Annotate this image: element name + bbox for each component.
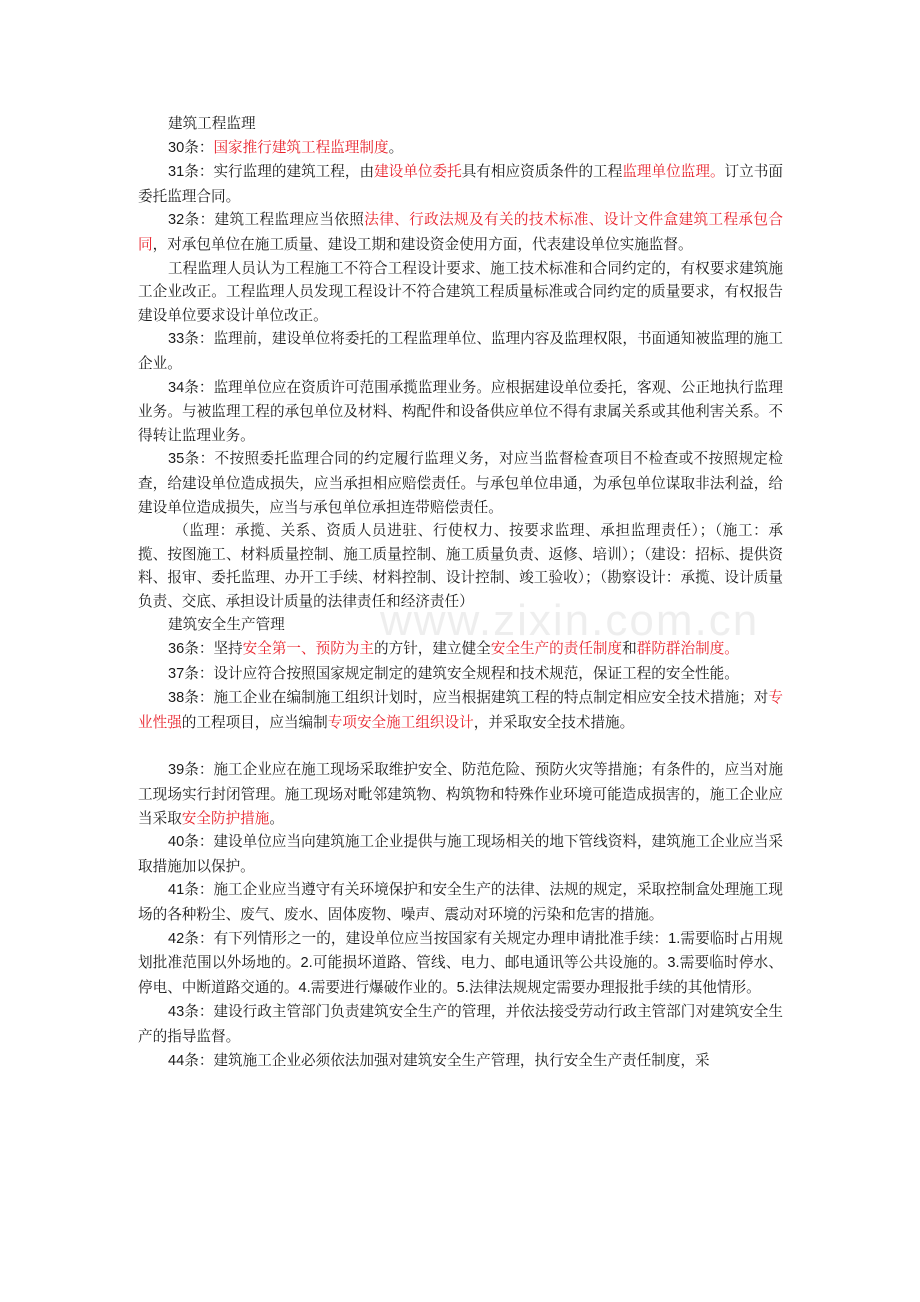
article-32-paragraph-2: 工程监理人员认为工程施工不符合工程设计要求、施工技术标准和合同约定的，有权要求建筑施工企业改正。工程监理人员发现工程设计不符合建筑工程质量标准或合同约定的质量要求，有权报告建设单位要求设计单位改正。 bbox=[138, 259, 783, 324]
article-text: ，对承包单位在施工质量、建设工期和建设资金使用方面，代表建设单位实施监督。 bbox=[152, 235, 693, 253]
article-number: 38 bbox=[168, 690, 185, 707]
article-text: 设计应符合按照国家规定制定的建筑安全规程和技术规范，保证工程的安全性能。 bbox=[213, 664, 739, 682]
article-text: 和 bbox=[622, 640, 637, 658]
article-number: 42 bbox=[168, 930, 185, 947]
article-text: 。 bbox=[388, 138, 404, 156]
article-label: 条： bbox=[184, 330, 214, 348]
highlight-text: 法律、行政法规及有关的技术标准、设计文件盒建筑工程承包合同 bbox=[138, 211, 783, 253]
article-text: 的方针，建立健全 bbox=[374, 640, 491, 658]
watermark: www.zixin.com.cn bbox=[380, 596, 760, 645]
article-33 bbox=[138, 327, 783, 375]
article-text: 需要进行爆破作业的。 bbox=[310, 978, 457, 996]
list-number: 4. bbox=[298, 979, 311, 996]
article-number: 31 bbox=[168, 164, 185, 181]
list-number: 3. bbox=[667, 955, 680, 972]
highlight-text: 专业性强 bbox=[138, 689, 783, 731]
article-text: 有下列情形之一的，建设单位应当按国家有关规定办理申请批准手续： bbox=[213, 929, 669, 947]
article-label: 条： bbox=[184, 929, 214, 947]
article-number: 43 bbox=[168, 1004, 185, 1021]
article-39 bbox=[138, 758, 783, 830]
article-text: 监理单位应在资质许可范围承揽监理业务。应根据建设单位委托，客观、公正地执行监理业务。与被监理工程的承包单位及材料、构配件和设备供应单位不得有隶属关系或其他利害关系。不得转让监理业务。 bbox=[138, 378, 783, 444]
article-label: 条： bbox=[184, 881, 214, 899]
article-38 bbox=[138, 686, 783, 734]
article-text: 实行监理的建筑工程，由 bbox=[213, 163, 375, 181]
article-number: 36 bbox=[168, 641, 185, 658]
highlight-text: 国家推行建筑工程监理制度 bbox=[213, 138, 389, 156]
article-label: 条： bbox=[184, 378, 214, 396]
article-number: 30 bbox=[168, 139, 185, 156]
article-number: 37 bbox=[168, 665, 185, 682]
article-label: 条： bbox=[184, 1051, 214, 1069]
article-text: 具有相应资质条件的工程 bbox=[461, 163, 623, 181]
article-text: 建设行政主管部门负责建筑安全生产的管理，并依法接受劳动行政主管部门对建筑安全生产的指导监督。 bbox=[138, 1003, 783, 1045]
article-text: 订立书面委托监理合同。 bbox=[138, 163, 783, 205]
article-number: 44 bbox=[168, 1052, 185, 1069]
blank-line bbox=[138, 734, 783, 758]
article-label: 条： bbox=[184, 163, 214, 181]
article-number: 34 bbox=[168, 379, 185, 396]
article-label: 条： bbox=[184, 833, 214, 851]
list-number: 1. bbox=[668, 930, 681, 947]
article-number: 33 bbox=[168, 331, 185, 348]
article-text: 建筑施工企业必须依法加强对建筑安全生产管理，执行安全生产责任制度，采 bbox=[213, 1051, 710, 1069]
highlight-text: 安全第一、预防为主 bbox=[242, 640, 374, 658]
article-text: 需要临时占用规划批准范围以外场地的。 bbox=[138, 929, 783, 972]
highlight-text: 安全防护措施 bbox=[181, 809, 270, 827]
article-number: 32 bbox=[168, 212, 185, 229]
document-page bbox=[138, 112, 783, 1073]
article-35 bbox=[138, 447, 783, 519]
article-text: 建筑工程监理应当依照 bbox=[214, 211, 365, 229]
article-number: 41 bbox=[168, 882, 185, 899]
highlight-text: 监理单位监理。 bbox=[622, 163, 725, 181]
article-40 bbox=[138, 830, 783, 878]
article-label: 条： bbox=[184, 761, 214, 779]
highlight-text: 专项安全施工组织设计 bbox=[327, 713, 474, 731]
section-heading-supervision: 建筑工程监理 bbox=[168, 115, 256, 132]
article-36 bbox=[138, 637, 783, 662]
responsibility-summary: （监理：承揽、关系、资质人员进驻、行使权力、按要求监理、承担监理责任）；（施工：承揽、按图施工、材料质量控制、施工质量控制、施工质量负责、返修、培训）；（建设：招标、提供资料、报审、委托监理、办开工手续、材料控制、设计控制、竣工验收）；（勘察设计：承揽、设计质量负责、交底、承担设计质量的法律责任和经济责任） bbox=[138, 522, 783, 610]
article-label: 条： bbox=[184, 689, 214, 707]
article-text: 可能损坏道路、管线、电力、邮电通讯等公共设施的。 bbox=[312, 954, 668, 972]
article-30 bbox=[138, 136, 783, 161]
article-number: 35 bbox=[168, 451, 185, 468]
article-31 bbox=[138, 160, 783, 208]
article-text: 监理前，建设单位将委托的工程监理单位、监理内容及监理权限，书面通知被监理的施工企业。 bbox=[138, 330, 783, 372]
article-text: 坚持 bbox=[213, 640, 243, 658]
article-label: 条： bbox=[184, 1003, 214, 1021]
article-text: 建设单位应当向建筑施工企业提供与施工现场相关的地下管线资料，建筑施工企业应当采取措施加以保护。 bbox=[138, 833, 783, 875]
article-text: 施工企业应在施工现场采取维护安全、防范危险、预防火灾等措施；有条件的，应当对施工现场实行封闭管理。施工现场对毗邻建筑物、构筑物和特殊作业环境可能造成损害的，施工企业应当采取 bbox=[138, 761, 783, 827]
article-number: 40 bbox=[168, 834, 185, 851]
article-label: 条： bbox=[184, 211, 215, 229]
article-label: 条： bbox=[184, 450, 215, 468]
article-text: 的工程项目，应当编制 bbox=[181, 713, 328, 731]
highlight-text: 建设单位委托 bbox=[374, 163, 462, 181]
article-44 bbox=[138, 1049, 783, 1074]
section-heading-safety: 建筑安全生产管理 bbox=[168, 616, 285, 634]
article-text: 不按照委托监理合同的约定履行监理义务，对应当监督检查项目不检查或不按照规定检查，给建设单位造成损失，应当承担相应赔偿责任。与承包单位串通，为承包单位谋取非法利益，给建设单位造成损失，应当与承包单位承担连带赔偿责任。 bbox=[138, 450, 783, 516]
list-number: 5. bbox=[456, 979, 469, 996]
article-label: 条： bbox=[184, 664, 214, 682]
article-text: 需要临时停水、停电、中断道路交通的。 bbox=[138, 954, 783, 996]
highlight-text: 群防群治制度。 bbox=[636, 640, 739, 658]
article-41 bbox=[138, 878, 783, 926]
article-text: 施工企业在编制施工组织计划时，应当根据建筑工程的特点制定相应安全技术措施；对 bbox=[213, 689, 769, 707]
article-43 bbox=[138, 1000, 783, 1048]
article-37 bbox=[138, 662, 783, 687]
article-text: 施工企业应当遵守有关环境保护和安全生产的法律、法规的规定，采取控制盒处理施工现场的各种粉尘、废气、废水、固体废物、噪声、震动对环境的污染和危害的措施。 bbox=[138, 881, 783, 923]
article-text: ，并采取安全技术措施。 bbox=[473, 713, 635, 731]
article-34 bbox=[138, 376, 783, 448]
highlight-text: 安全生产的责任制度 bbox=[490, 640, 623, 658]
list-number: 2. bbox=[300, 955, 313, 972]
article-label: 条： bbox=[184, 640, 214, 658]
article-42 bbox=[138, 927, 783, 1001]
article-text: 。 bbox=[269, 809, 284, 827]
article-number: 39 bbox=[168, 762, 185, 779]
article-label: 条： bbox=[184, 138, 214, 156]
article-text: 法律法规规定需要办理报批手续的其他情形。 bbox=[468, 978, 761, 996]
article-32 bbox=[138, 208, 783, 256]
